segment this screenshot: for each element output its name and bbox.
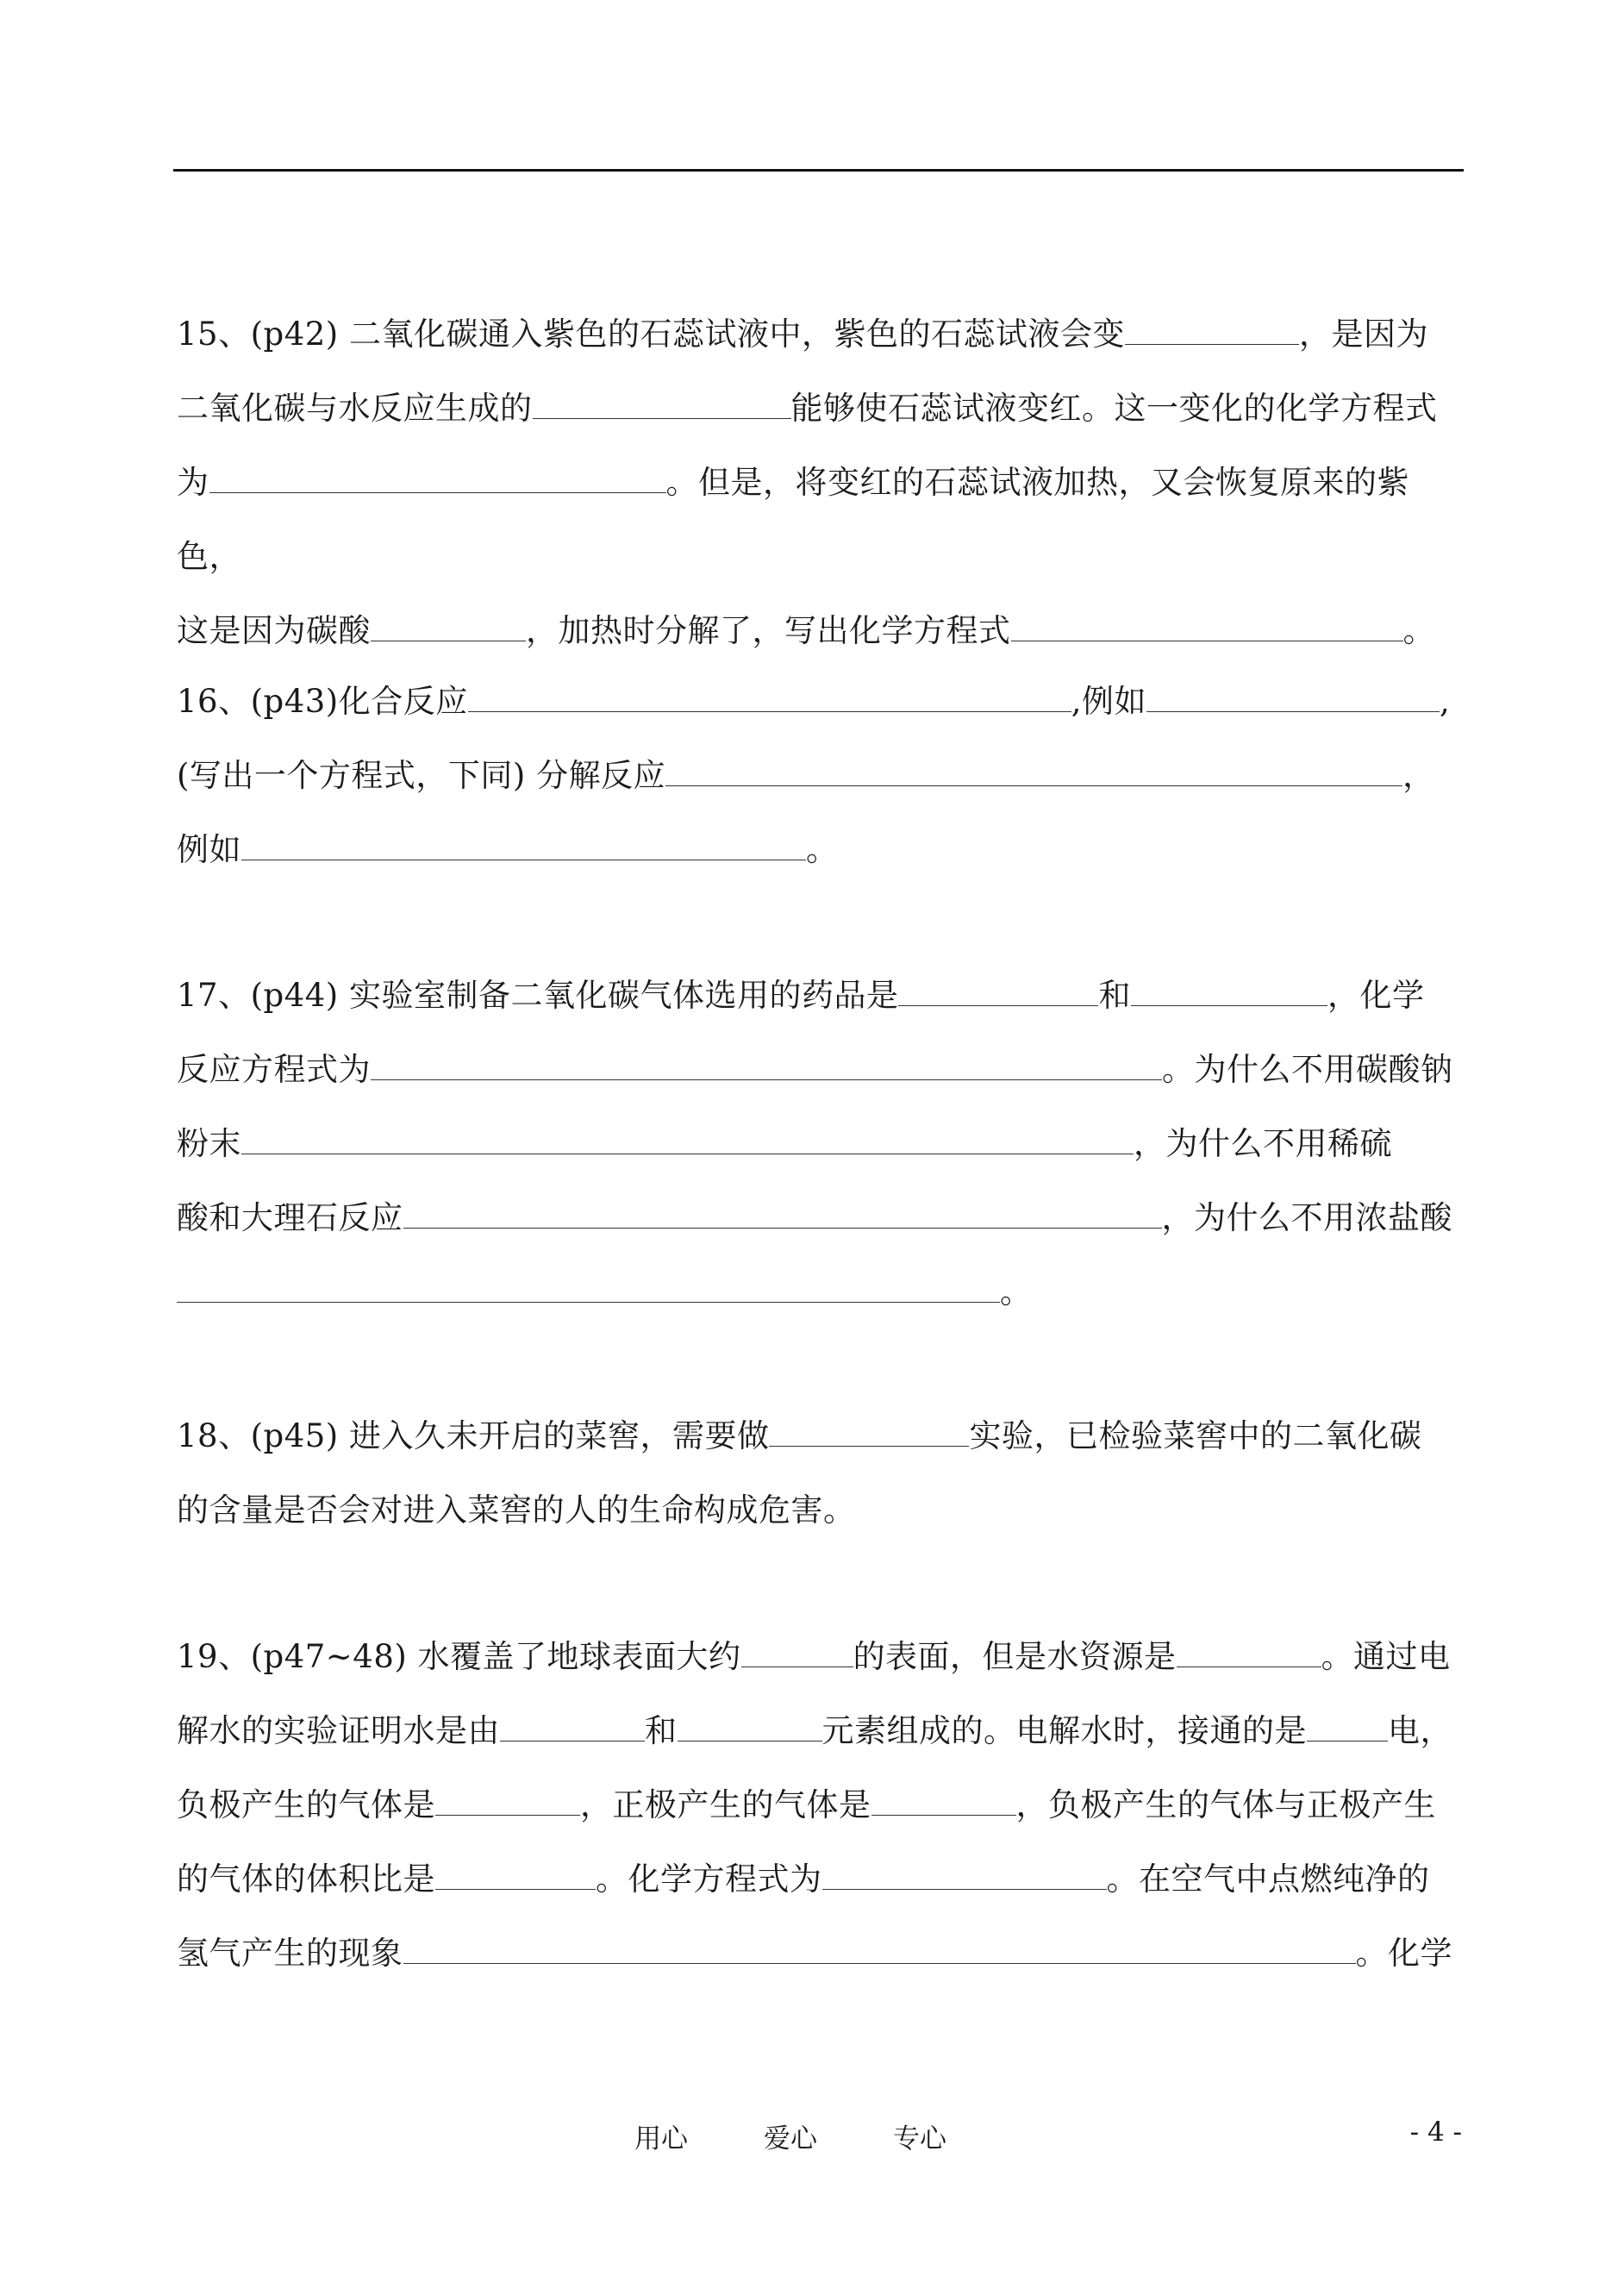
text: 。通过电 bbox=[1321, 1638, 1451, 1675]
text: 粉末 bbox=[177, 1125, 241, 1162]
answer-blank[interactable] bbox=[1011, 615, 1403, 641]
footer-word: 爱心 bbox=[764, 2123, 817, 2154]
text: ， bbox=[1402, 757, 1435, 794]
text: ，加热时分解了，写出化学方程式 bbox=[526, 612, 1011, 649]
text: 为 bbox=[177, 464, 209, 501]
footer-word: 专心 bbox=[893, 2123, 946, 2154]
answer-blank[interactable] bbox=[741, 1641, 853, 1667]
text: 能够使石蕊试液变红。这一变化的化学方程式 bbox=[790, 390, 1438, 427]
footer-word: 用心 bbox=[634, 2123, 688, 2154]
text: 反应方程式为 bbox=[177, 1051, 371, 1088]
text: 。化学 bbox=[1355, 1935, 1452, 1972]
text: 。但是，将变红的石蕊试液加热，又会恢复原来的紫色， bbox=[177, 464, 1409, 575]
answer-blank[interactable] bbox=[403, 1202, 1162, 1229]
answer-blank[interactable] bbox=[822, 1863, 1107, 1890]
text: ，是因为 bbox=[1298, 316, 1428, 353]
answer-blank[interactable] bbox=[371, 1054, 1162, 1080]
answer-blank[interactable] bbox=[1307, 1715, 1388, 1742]
answer-blank[interactable] bbox=[371, 615, 526, 641]
text: 。 bbox=[806, 831, 839, 868]
answer-blank[interactable] bbox=[500, 1715, 645, 1742]
text: (写出一个方程式，下同) 分解反应 bbox=[177, 757, 666, 794]
text: 解水的实验证明水是由 bbox=[177, 1712, 500, 1749]
text: 。化学方程式为 bbox=[596, 1860, 822, 1898]
text: 酸和大理石反应 bbox=[177, 1199, 403, 1236]
text: ，为什么不用浓盐酸 bbox=[1161, 1199, 1452, 1236]
answer-blank[interactable] bbox=[1177, 1641, 1321, 1667]
text: 这是因为碳酸 bbox=[177, 612, 371, 649]
text: 例如 bbox=[177, 831, 241, 868]
text: 和 bbox=[1098, 977, 1131, 1014]
answer-blank[interactable] bbox=[435, 1789, 580, 1816]
answer-blank[interactable] bbox=[468, 685, 1071, 712]
text: 的气体的体积比是 bbox=[177, 1860, 435, 1898]
text: 的表面，但是水资源是 bbox=[853, 1638, 1177, 1675]
text: 。为什么不用碳酸钠 bbox=[1162, 1051, 1453, 1088]
question-15 bbox=[177, 297, 1461, 668]
answer-blank[interactable] bbox=[1131, 979, 1327, 1006]
text: 16、(p43)化合反应 bbox=[177, 683, 468, 720]
answer-blank[interactable] bbox=[209, 466, 666, 493]
answer-blank[interactable] bbox=[1125, 318, 1299, 345]
header-rule bbox=[173, 169, 1464, 172]
text: 元素组成的。电解水时，接通的是 bbox=[821, 1712, 1307, 1749]
answer-blank[interactable] bbox=[678, 1715, 822, 1742]
text: 和 bbox=[645, 1712, 678, 1749]
answer-blank[interactable] bbox=[241, 1128, 1134, 1154]
answer-blank[interactable] bbox=[533, 392, 791, 419]
answer-blank[interactable] bbox=[241, 834, 806, 860]
text: 。在空气中点燃纯净的 bbox=[1106, 1860, 1430, 1898]
question-18 bbox=[177, 1399, 1461, 1548]
question-16 bbox=[177, 665, 1461, 887]
answer-blank[interactable] bbox=[1146, 685, 1440, 712]
text: 电， bbox=[1388, 1712, 1452, 1749]
text: 的含量是否会对进入菜窖的人的生命构成危害。 bbox=[177, 1491, 856, 1529]
text: 。 bbox=[1000, 1273, 1033, 1310]
page-number: - 4 - bbox=[1409, 2117, 1462, 2148]
answer-blank[interactable] bbox=[665, 760, 1402, 786]
answer-blank[interactable] bbox=[898, 979, 1098, 1006]
text: 19、(p47~48) 水覆盖了地球表面大约 bbox=[177, 1638, 741, 1675]
question-19 bbox=[177, 1620, 1461, 1991]
text: 。 bbox=[1402, 612, 1435, 649]
text: 氢气产生的现象 bbox=[177, 1935, 403, 1972]
text: 18、(p45) 进入久未开启的菜窖，需要做 bbox=[177, 1417, 770, 1454]
question-17 bbox=[177, 959, 1461, 1329]
answer-blank[interactable] bbox=[403, 1937, 1356, 1964]
text: ，化学 bbox=[1327, 977, 1425, 1014]
text: 17、(p44) 实验室制备二氧化碳气体选用的药品是 bbox=[177, 977, 899, 1014]
answer-blank[interactable] bbox=[871, 1789, 1016, 1816]
text: 二氧化碳与水反应生成的 bbox=[177, 390, 533, 427]
answer-blank[interactable] bbox=[435, 1863, 596, 1890]
text: ，正极产生的气体是 bbox=[580, 1786, 871, 1823]
text: 实验，已检验菜窖中的二氧化碳 bbox=[969, 1417, 1422, 1454]
answer-blank[interactable] bbox=[769, 1420, 969, 1447]
text: 15、(p42) 二氧化碳通入紫色的石蕊试液中，紫色的石蕊试液会变 bbox=[177, 316, 1125, 353]
text: 负极产生的气体是 bbox=[177, 1786, 435, 1823]
text: ，为什么不用稀硫 bbox=[1134, 1125, 1392, 1162]
text: , bbox=[1439, 683, 1451, 720]
text: ，负极产生的气体与正极产生 bbox=[1015, 1786, 1436, 1823]
text: ,例如 bbox=[1071, 683, 1146, 720]
answer-blank[interactable] bbox=[177, 1276, 1000, 1303]
